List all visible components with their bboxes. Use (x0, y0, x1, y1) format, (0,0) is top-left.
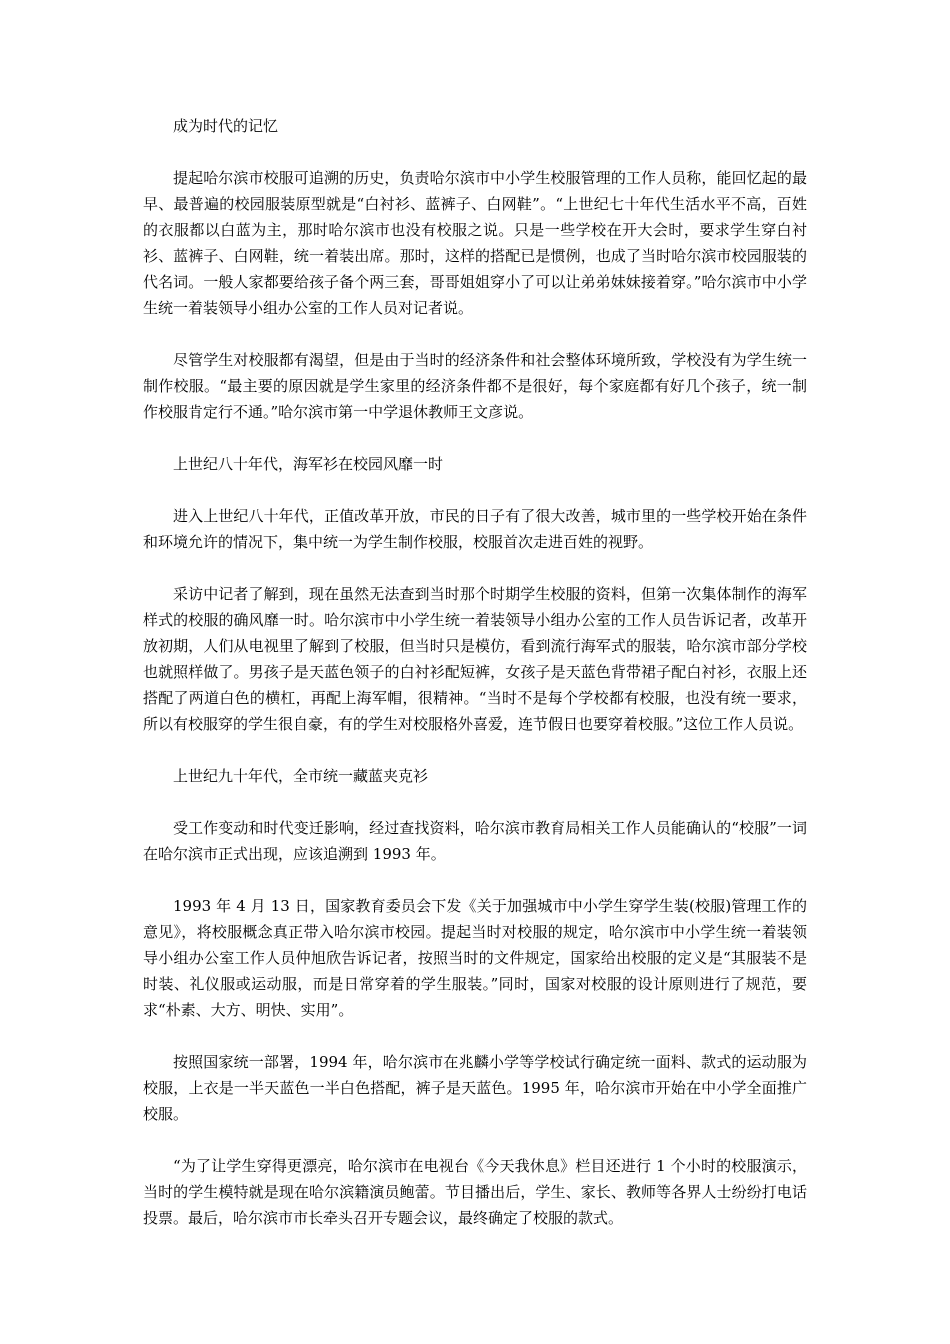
body-paragraph: 按照国家统一部署，1994 年，哈尔滨市在兆麟小学等学校试行确定统一面料、款式的运动服为校服，上衣是一半天蓝色一半白色搭配，裤子是天蓝色。1995 年，哈尔滨市开始在中小学全面推广校服。 (143, 1053, 807, 1123)
body-paragraph: 1993 年 4 月 13 日，国家教育委员会下发《关于加强城市中小学生穿学生装(校服)管理工作的意见》，将校服概念真正带入哈尔滨市校园。提起当时对校服的规定，哈尔滨市中小学生统一着装领导小组办公室工作人员仲旭欣告诉记者，按照当时的文件规定，国家给出校服的定义是“其服装不是时装、礼仪服或运动服，而是日常穿着的学生服装。”同时，国家对校服的设计原则进行了规范，要求“朴素、大方、明快、实用”。 (143, 897, 807, 1019)
body-paragraph: 提起哈尔滨市校服可追溯的历史，负责哈尔滨市中小学生校服管理的工作人员称，能回忆起的最早、最普遍的校园服装原型就是“白衬衫、蓝裤子、白网鞋”。“上世纪七十年代生活水平不高，百姓的衣服都以白蓝为主，那时哈尔滨市也没有校服之说。只是一些学校在开大会时，要求学生穿白衬衫、蓝裤子、白网鞋，统一着装出席。那时，这样的搭配已是惯例，也成了当时哈尔滨市校园服装的代名词。一般人家都要给孩子备个两三套，哥哥姐姐穿小了可以让弟弟妹妹接着穿。”哈尔滨市中小学生统一着装领导小组办公室的工作人员对记者说。 (143, 169, 807, 317)
section-heading: 成为时代的记忆 (173, 117, 279, 135)
section-heading: 上世纪八十年代，海军衫在校园风靡一时 (173, 455, 444, 473)
body-paragraph: 尽管学生对校服都有渴望，但是由于当时的经济条件和社会整体环境所致，学校没有为学生统一制作校服。“最主要的原因就是学生家里的经济条件都不是很好，每个家庭都有好几个孩子，统一制作校服肯定行不通。”哈尔滨市第一中学退休教师王文彦说。 (143, 351, 807, 421)
body-paragraph: “为了让学生穿得更漂亮，哈尔滨市在电视台《今天我休息》栏目还进行 1 个小时的校服演示，当时的学生模特就是现在哈尔滨籍演员鲍蕾。节目播出后，学生、家长、教师等各界人士纷纷打电话投票。最后，哈尔滨市市长牵头召开专题会议，最终确定了校服的款式。 (143, 1157, 807, 1227)
body-paragraph: 受工作变动和时代变迁影响，经过查找资料，哈尔滨市教育局相关工作人员能确认的“校服”一词在哈尔滨市正式出现，应该追溯到 1993 年。 (143, 819, 807, 863)
body-paragraph: 进入上世纪八十年代，正值改革开放，市民的日子有了很大改善，城市里的一些学校开始在条件和环境允许的情况下，集中统一为学生制作校服，校服首次走进百姓的视野。 (143, 507, 807, 551)
body-paragraph: 采访中记者了解到，现在虽然无法查到当时那个时期学生校服的资料，但第一次集体制作的海军样式的校服的确风靡一时。哈尔滨市中小学生统一着装领导小组办公室的工作人员告诉记者，改革开放初期，人们从电视里了解到了校服，但当时只是模仿，看到流行海军式的服装，哈尔滨市部分学校也就照样做了。男孩子是天蓝色领子的白衬衫配短裤，女孩子是天蓝色背带裙子配白衬衫，衣服上还搭配了两道白色的横杠，再配上海军帽，很精神。“当时不是每个学校都有校服，也没有统一要求，所以有校服穿的学生很自豪，有的学生对校服格外喜爱，连节假日也要穿着校服。”这位工作人员说。 (143, 585, 807, 733)
section-heading: 上世纪九十年代，全市统一藏蓝夹克衫 (173, 767, 429, 785)
